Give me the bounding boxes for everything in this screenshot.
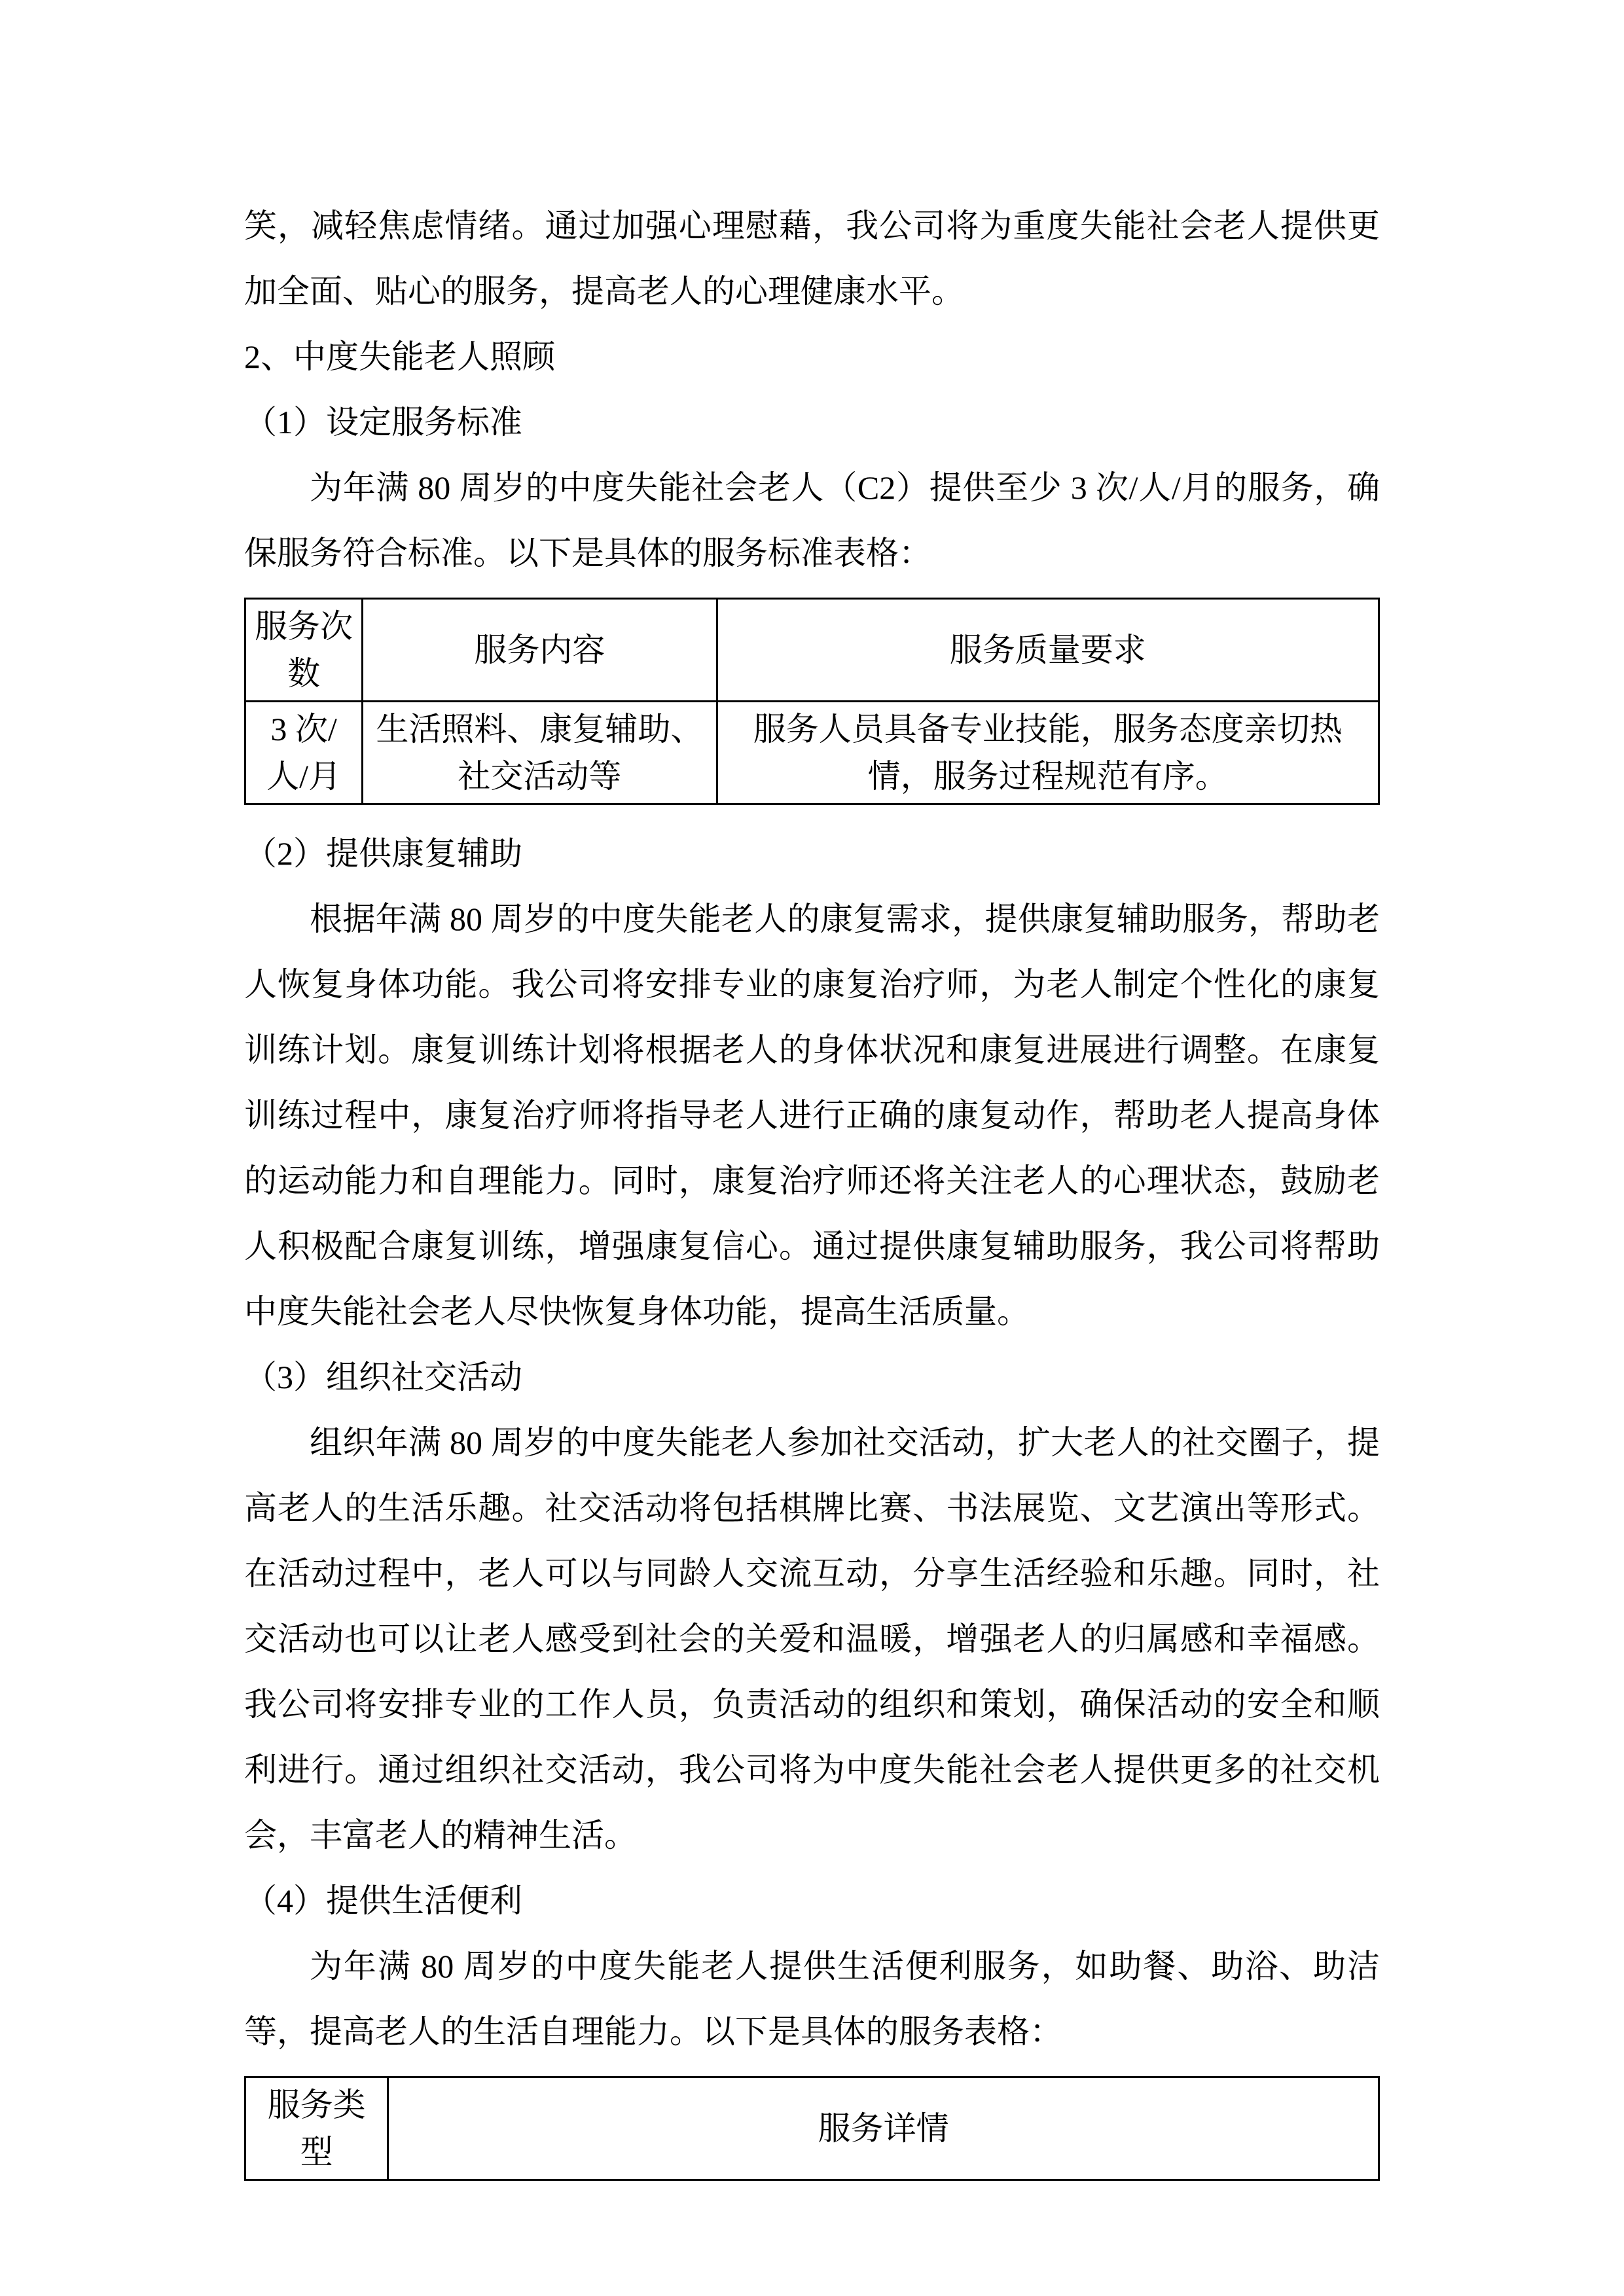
paragraph-daily-life-convenience: 为年满 80 周岁的中度失能老人提供生活便利服务，如助餐、助浴、助洁等，提高老人的生活自理能力。以下是具体的服务表格： xyxy=(244,1948,1380,2050)
cell-service-frequency: 3 次/人/月 xyxy=(245,702,363,804)
paragraph-social-activities: 组织年满 80 周岁的中度失能老人参加社交活动，扩大老人的社交圈子，提高老人的生活乐趣。社交活动将包括棋牌比赛、书法展览、文艺演出等形式。在活动过程中，老人可以与同龄人交流互动，分享生活经验和乐趣。同时，社交活动也可以让老人感受到社会的关爱和温暖，增强老人的归属感和幸福感。我公司将安排专业的工作人员，负责活动的组织和策划，确保活动的安全和顺利进行。通过组织社交活动，我公司将为中度失能社会老人提供更多的社交机会，丰富老人的精神生活。 xyxy=(244,1424,1380,1854)
subheading-rehabilitation-assistance: （2）提供康复辅助 xyxy=(244,835,522,872)
subheading-daily-life-convenience: （4）提供生活便利 xyxy=(244,1882,522,1919)
column-header-service-content: 服务内容 xyxy=(363,599,717,702)
cell-service-content: 生活照料、康复辅助、社交活动等 xyxy=(363,702,717,804)
column-header-service-type: 服务类型 xyxy=(245,2077,388,2180)
paragraph-rehabilitation-assistance: 根据年满 80 周岁的中度失能老人的康复需求，提供康复辅助服务，帮助老人恢复身体功能。我公司将安排专业的康复治疗师，为老人制定个性化的康复训练计划。康复训练计划将根据老人的身体状况和康复进展进行调整。在康复训练过程中，康复治疗师将指导老人进行正确的康复动作，帮助老人提高身体的运动能力和自理能力。同时，康复治疗师还将关注老人的心理状态，鼓励老人积极配合康复训练，增强康复信心。通过提供康复辅助服务，我公司将帮助中度失能社会老人尽快恢复身体功能，提高生活质量。 xyxy=(244,901,1380,1330)
intro-continuation-paragraph: 笑，减轻焦虑情绪。通过加强心理慰藉，我公司将为重度失能社会老人提供更加全面、贴心的服务，提高老人的心理健康水平。 xyxy=(244,207,1380,310)
section-heading-moderate-disability-care: 2、中度失能老人照顾 xyxy=(244,338,555,375)
column-header-service-frequency: 服务次数 xyxy=(245,599,363,702)
service-standard-table xyxy=(244,598,1380,805)
cell-service-quality: 服务人员具备专业技能，服务态度亲切热情，服务过程规范有序。 xyxy=(717,702,1379,804)
table-header-row xyxy=(245,599,1379,702)
column-header-service-quality: 服务质量要求 xyxy=(717,599,1379,702)
service-detail-table xyxy=(244,2076,1380,2181)
subheading-social-activities: （3）组织社交活动 xyxy=(244,1359,522,1395)
table-header-row xyxy=(245,2077,1379,2180)
table-row xyxy=(245,702,1379,804)
column-header-service-details: 服务详情 xyxy=(388,2077,1379,2180)
paragraph-service-standard-intro: 为年满 80 周岁的中度失能社会老人（C2）提供至少 3 次/人/月的服务，确保服务符合标准。以下是具体的服务标准表格： xyxy=(244,469,1380,571)
subheading-set-service-standard: （1）设定服务标准 xyxy=(244,404,522,440)
